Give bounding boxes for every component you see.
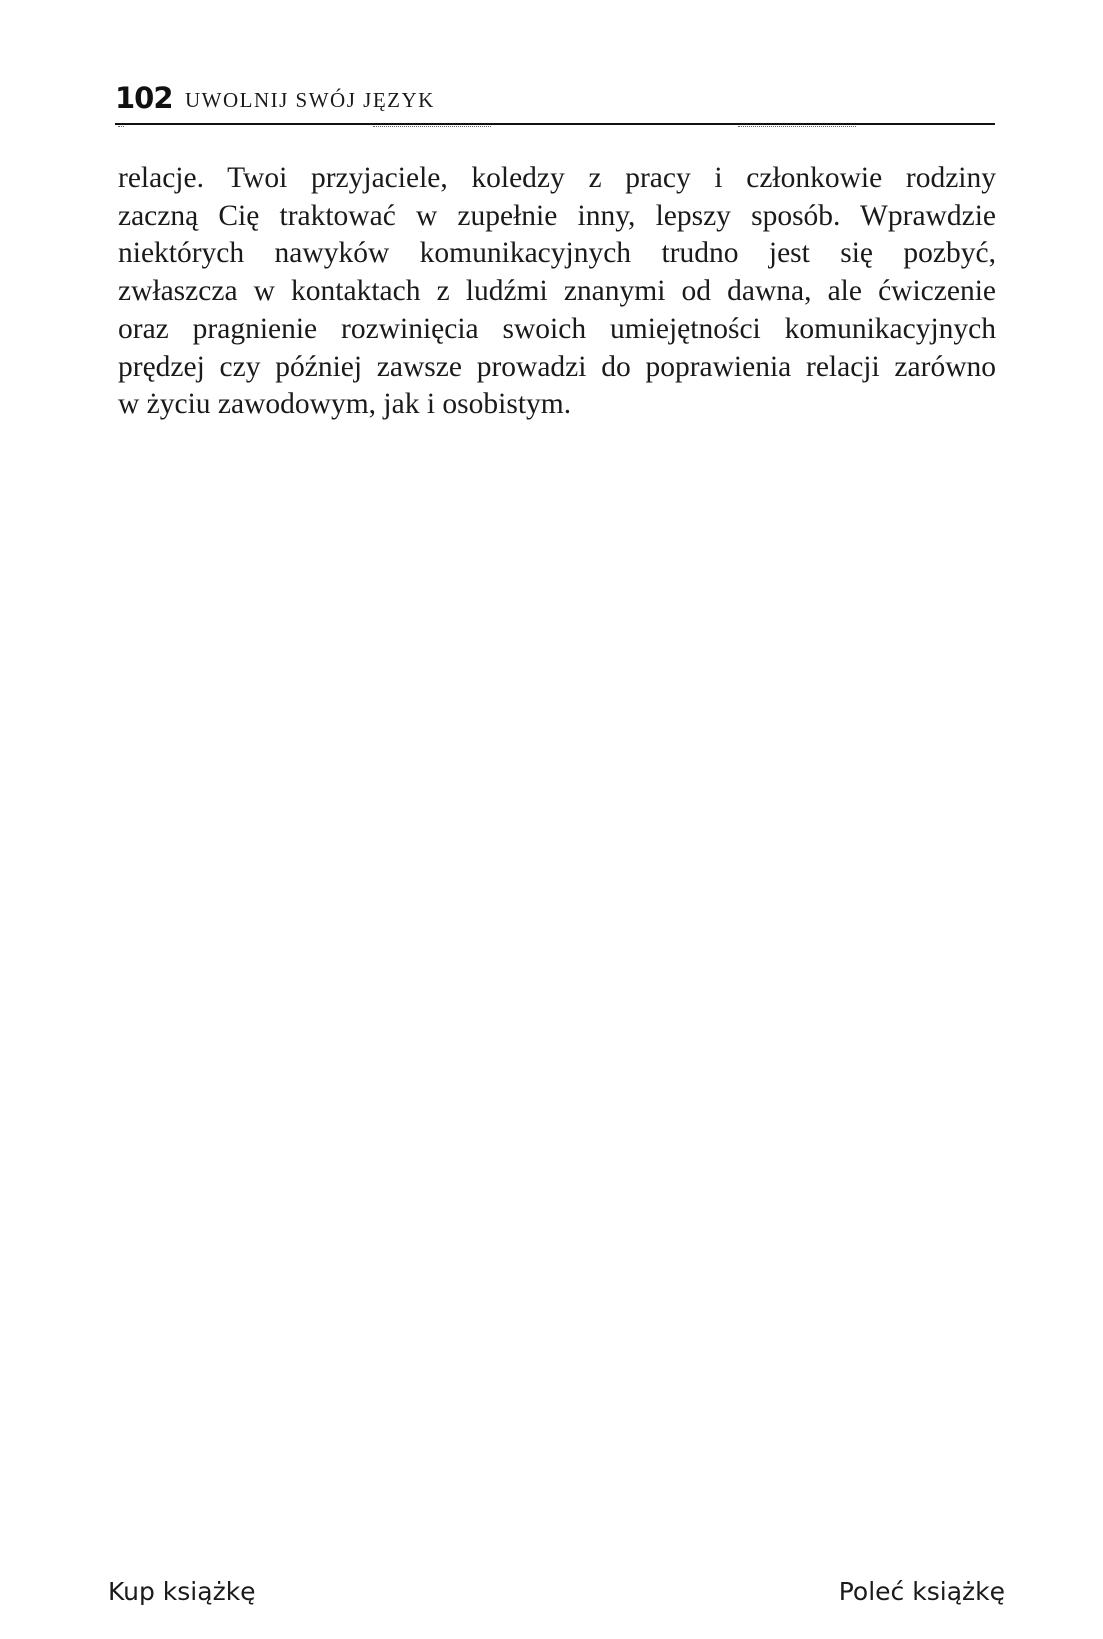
body-paragraph [118,160,996,424]
header-rule-dots-3 [738,126,856,127]
page-number: 102 [115,81,173,115]
recommend-book-link[interactable]: Poleć książkę [838,1577,1005,1606]
page-header [115,80,995,124]
paragraph-line: niektórych nawyków komunikacyjnych trudno jest się pozbyć, [118,237,996,270]
paragraph-line: prędzej czy później zawsze prowadzi do poprawienia relacji zarówno [118,350,996,383]
running-title: UWOLNIJ SWÓJ JĘZYK [185,88,435,112]
header-rule-dots-1 [118,126,124,127]
paragraph-line: zwłaszcza w kontaktach z ludźmi znanymi od dawna, ale ćwiczenie [118,275,996,308]
header-rule-dots-2 [373,126,491,127]
paragraph-line: w życiu zawodowym, jak i osobistym. [118,388,572,421]
buy-book-link[interactable]: Kup książkę [108,1577,256,1606]
paragraph-line: relacje. Twoi przyjaciele, koledzy z pracy i członkowie rodziny [118,162,996,194]
header-rule [115,123,995,125]
paragraph-line: zaczną Cię traktować w zupełnie inny, lepszy sposób. Wprawdzie [118,199,996,232]
paragraph-line: oraz pragnienie rozwinięcia swoich umiejętności komunikacyjnych [118,312,996,345]
